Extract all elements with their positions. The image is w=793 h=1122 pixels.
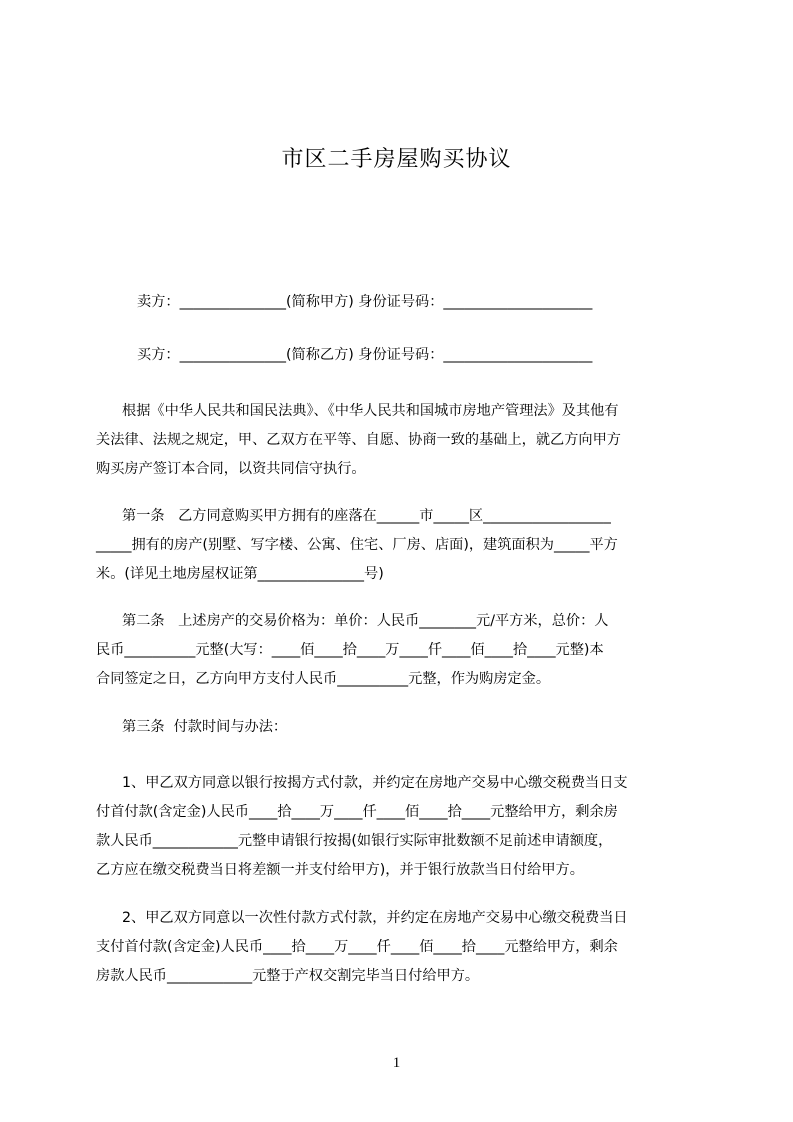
article-3-heading: 第三条 付款时间与办法： (122, 719, 288, 735)
paragraph-line: 民币__________元整(大写：____佰____拾____万____仟____佰____拾____元整)本 (96, 642, 604, 658)
paragraph-line: 购买房产签订本合同，以资共同信守执行。 (96, 461, 366, 477)
seller-line: 卖方：_______________(简称甲方) 身份证号码：_____________________ (137, 294, 593, 310)
paragraph-line: 款人民币____________元整申请银行按揭(如银行实际审批数额不足前述申请额度， (96, 833, 613, 849)
paragraph-line: 根据《中华人民共和国民法典》、《中华人民共和国城市房地产管理法》及其他有 (122, 403, 619, 419)
buyer-line: 买方：_______________(简称乙方) 身份证号码：_____________________ (137, 347, 593, 363)
document-title: 市区二手房屋购买协议 (281, 147, 512, 172)
page-number: 1 (392, 1055, 401, 1071)
paragraph-line: 乙方应在缴交税费当日将差额一并支付给甲方)，并于银行放款当日付给甲方。 (96, 862, 584, 878)
paragraph-line: 1、甲乙双方同意以银行按揭方式付款，并约定在房地产交易中心缴交税费当日支 (122, 775, 628, 791)
paragraph-line: 支付首付款(含定金)人民币____拾____万____仟____佰____拾____元整给甲方，剩余 (96, 939, 618, 955)
paragraph-line: 2、甲乙双方同意以一次性付款方式付款，并约定在房地产交易中心缴交税费当日 (122, 910, 628, 926)
paragraph-line: 房款人民币____________元整于产权交割完毕当日付给甲方。 (96, 968, 480, 984)
paragraph-line: 关法律、法规之规定，甲、乙双方在平等、自愿、协商一致的基础上，就乙方向甲方 (96, 432, 621, 448)
paragraph-line: 米。(详见土地房屋权证第_______________号) (96, 566, 384, 582)
paragraph-line: 第二条 上述房产的交易价格为：单价：人民币________元/平方米，总价：人 (122, 613, 609, 629)
paragraph-line: 付首付款(含定金)人民币____拾____万____仟____佰____拾____元整给甲方，剩余房 (96, 804, 618, 820)
paragraph-line: _____拥有的房产(别墅、写字楼、公寓、住宅、厂房、店面)，建筑面积为_____平方 (96, 537, 618, 553)
paragraph-line: 第一条 乙方同意购买甲方拥有的座落在______市_____区__________________ (122, 508, 611, 524)
paragraph-line: 合同签定之日，乙方向甲方支付人民币__________元整，作为购房定金。 (96, 671, 551, 687)
